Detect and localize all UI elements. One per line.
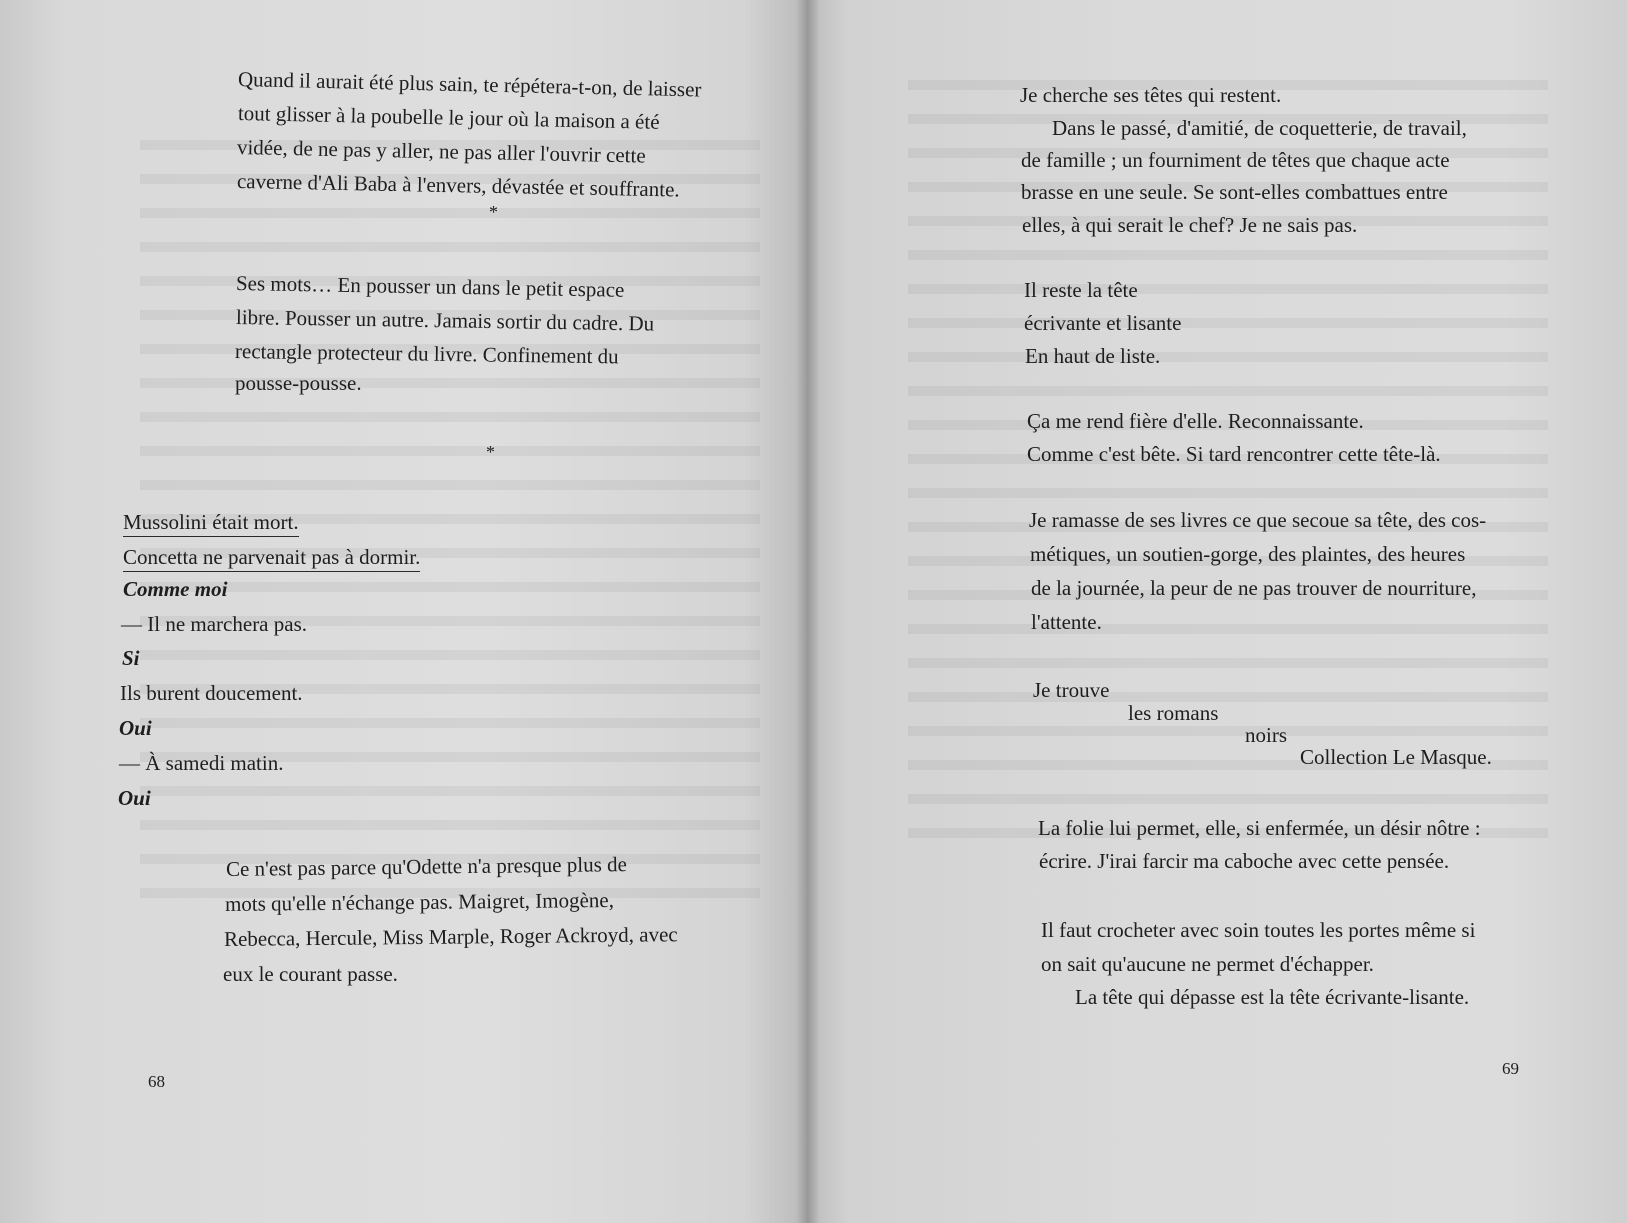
page-number: 68 [148,1072,165,1091]
left-page [0,0,808,1223]
section-separator: * [489,202,498,222]
left-para2-line1: Ses mots… En pousser un dans le petit espace [235,271,625,302]
left-para1-line2: tout glisser à la poubelle le jour où la maison a été [237,101,660,134]
right-para4-line1: Il faut crocheter avec soin toutes les portes même si [1041,918,1476,942]
right-para2-line1: Je ramasse de ses livres ce que secoue sa tête, des cos- [1029,508,1487,532]
right-para1-line4: brasse en une seule. Se sont-elles combattues entre [1021,180,1448,204]
right-para4-line2: on sait qu'aucune ne permet d'échapper. [1041,952,1374,976]
right-para3-line2: écrire. J'irai farcir ma caboche avec cette pensée. [1039,849,1450,873]
stair-line: Collection Le Masque. [1300,745,1492,769]
stair-line: Je trouve [1033,678,1110,702]
dialogue-line: — Il ne marchera pas. [121,612,307,636]
dialogue-line: Ils burent doucement. [120,681,303,705]
verse-line: Ça me rend fière d'elle. Reconnaissante. [1027,409,1364,433]
left-para3-line2: mots qu'elle n'échange pas. Maigret, Imogène, [224,887,615,916]
right-para4-line3: La tête qui dépasse est la tête écrivante-lisante. [1075,985,1470,1009]
right-para2-line4: l'attente. [1031,610,1102,634]
book-gutter [796,0,820,1223]
verse-line: Comme c'est bête. Si tard rencontrer cette tête-là. [1027,442,1441,466]
verse-line: En haut de liste. [1025,344,1161,368]
left-para1-line4: caverne d'Ali Baba à l'envers, dévastée et souffrante. [236,169,680,202]
left-para1-line3: vidée, de ne pas y aller, ne pas aller l'ouvrir cette [236,135,646,168]
left-para3-line3: Rebecca, Hercule, Miss Marple, Roger Ackroyd, avec [223,922,678,951]
right-page [808,0,1627,1223]
stair-line: les romans [1128,701,1219,725]
stair-line: noirs [1245,723,1287,747]
italic-reply: Oui [118,786,151,810]
underlined-line: Mussolini était mort. [123,510,299,537]
italic-reply: Comme moi [123,577,228,601]
verse-line: écrivante et lisante [1024,311,1182,335]
right-para2-line3: de la journée, la peur de ne pas trouver de nourriture, [1031,576,1477,600]
page-number: 69 [1502,1059,1519,1078]
right-para1-line3: de famille ; un fourniment de têtes que chaque acte [1021,148,1450,172]
left-para1-line1: Quand il aurait été plus sain, te répétera-t-on, de laisser [237,67,702,102]
right-para2-line2: métiques, un soutien-gorge, des plaintes, des heures [1030,542,1466,566]
right-para1-line5: elles, à qui serait le chef? Je ne sais pas. [1022,213,1358,237]
left-para3-line4: eux le courant passe. [223,962,398,986]
verse-line: Il reste la tête [1024,278,1138,302]
underlined-line: Concetta ne parvenait pas à dormir. [123,545,420,572]
left-para2-line2: libre. Pousser un autre. Jamais sortir du cadre. Du [235,305,655,336]
right-para3-line1: La folie lui permet, elle, si enfermée, un désir nôtre : [1038,816,1481,840]
left-para2-line4: pousse-pousse. [235,371,362,395]
left-para3-line1: Ce n'est pas parce qu'Odette n'a presque plus de [225,852,628,881]
italic-reply: Si [122,646,140,670]
dialogue-line: — À samedi matin. [119,751,284,775]
italic-reply: Oui [119,716,152,740]
right-para1-line2: Dans le passé, d'amitié, de coquetterie, de travail, [1052,116,1467,140]
section-separator: * [486,442,495,462]
left-para2-line3: rectangle protecteur du livre. Confinement du [234,339,619,369]
right-para1-line1: Je cherche ses têtes qui restent. [1020,83,1282,107]
